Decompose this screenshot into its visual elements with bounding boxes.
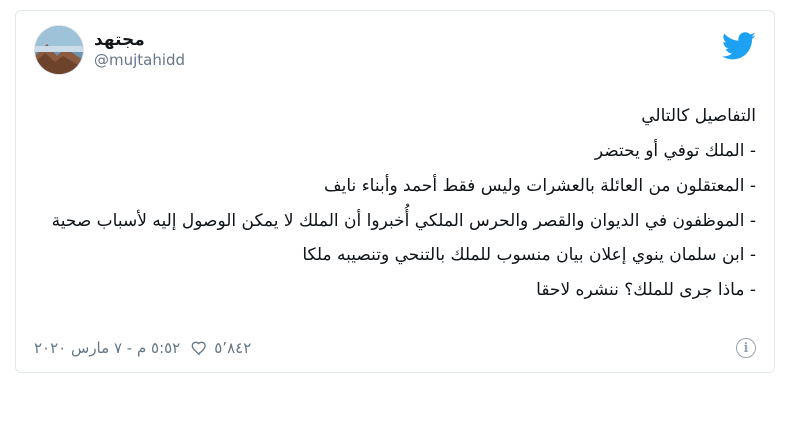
heart-icon[interactable] [190,339,208,357]
tweet-line: - ماذا جرى للملك؟ ننشره لاحقا [536,280,756,301]
like-count: ٥٬٨٤٢ [214,339,252,358]
tweet-header [34,25,756,83]
tweet-line: - الملك توفي أو يحتضر [594,140,756,161]
tweet-line: التفاصيل كالتالي [641,106,756,126]
like-button[interactable] [190,339,251,357]
author-display-name: مجتهد [94,30,145,50]
tweet-card [15,10,775,373]
twitter-bird-icon [722,29,756,63]
tweet-meta [34,339,251,357]
tweet-text [34,99,756,308]
tweet-timestamp[interactable]: ٥:٥٢ م - ٧ مارس ٢٠٢٠ [34,339,181,358]
tweet-line: - المعتقلون من العائلة بالعشرات وليس فقط أحمد وأبناء نايف [324,175,756,196]
author-block[interactable] [34,25,185,75]
avatar[interactable] [34,25,84,75]
info-icon[interactable]: i [736,338,756,358]
tweet-footer [34,334,756,362]
tweet-line: - ابن سلمان ينوي إعلان بيان منسوب للملك بالتنحي وتنصيبه ملكا [302,245,756,266]
author-names [94,30,185,70]
tweet-line: - الموظفون في الديوان والقصر والحرس الملكي أُخبروا أن الملك لا يمكن الوصول إليه لأسباب صحية [51,210,756,231]
author-handle[interactable]: @mujtahidd [94,51,186,70]
